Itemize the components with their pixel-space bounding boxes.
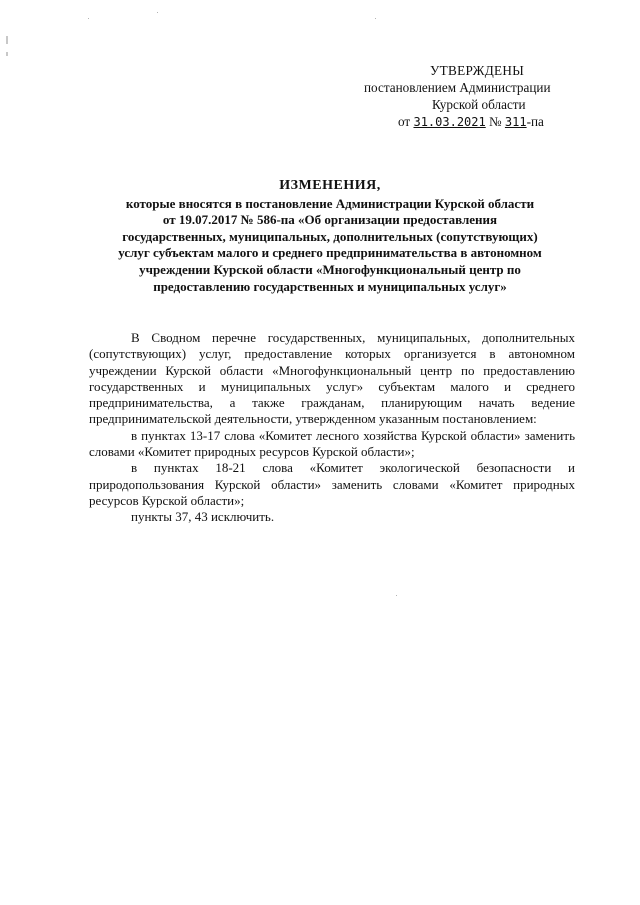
title-line-5: учреждении Курской области «Многофункциональный центр по: [139, 261, 521, 277]
document-title: [80, 178, 580, 295]
title-line-4: услуг субъектам малого и среднего предпринимательства в автономном: [118, 245, 542, 261]
title-line-6: предоставлению государственных и муниципальных услуг»: [153, 278, 507, 294]
body-paragraph-2: в пунктах 13-17 слова «Комитет лесного хозяйства Курской области» заменить словами «Комитет природных ресурсов Курской области»;: [89, 427, 575, 460]
approval-line-1: постановлением Администрации: [364, 80, 551, 95]
title-line-1: которые вносятся в постановление Администрации Курской области: [125, 195, 535, 211]
approval-number: 311: [504, 115, 527, 129]
scan-speck: [396, 595, 397, 596]
approval-heading: УТВЕРЖДЕНЫ: [430, 63, 525, 78]
number-sign: №: [489, 114, 502, 129]
title-line-2: от 19.07.2017 № 586-па «Об организации предоставления: [162, 212, 498, 228]
scan-speck: [157, 12, 158, 13]
body-paragraph-1: В Сводном перечне государственных, муниципальных, дополнительных (сопутствующих) услуг, предоставление которых организуется в автономном учреждении Курской области «Многофункциональный центр по предоставлению государственных и муниципальных услуг» субъектам малого и среднего предпринимательства, а также гражданам, планирующим начать ведение предпринимательской деятельности, утвержденном указанным постановлением:: [89, 330, 575, 427]
document-body: [89, 330, 575, 526]
scan-artifact: [6, 36, 8, 44]
body-paragraph-3: в пунктах 18-21 слова «Комитет экологической безопасности и природопользования Курской области» заменить словами «Комитет природных ресурсов Курской области»;: [89, 460, 575, 508]
approval-stamp: [340, 62, 580, 131]
body-paragraph-4: пункты 37, 43 исключить.: [131, 509, 275, 525]
approval-date: 31.03.2021: [413, 115, 486, 129]
scan-speck: [88, 18, 89, 19]
approval-date-line: [340, 113, 580, 131]
date-prefix: от: [398, 114, 411, 129]
title-main: ИЗМЕНЕНИЯ,: [279, 178, 381, 193]
scan-speck: [375, 18, 376, 19]
approval-line-2: Курской области: [432, 97, 526, 112]
title-line-3: государственных, муниципальных, дополнительных (сопутствующих): [122, 228, 538, 244]
scan-artifact: [6, 52, 8, 56]
number-suffix: -па: [526, 114, 544, 129]
